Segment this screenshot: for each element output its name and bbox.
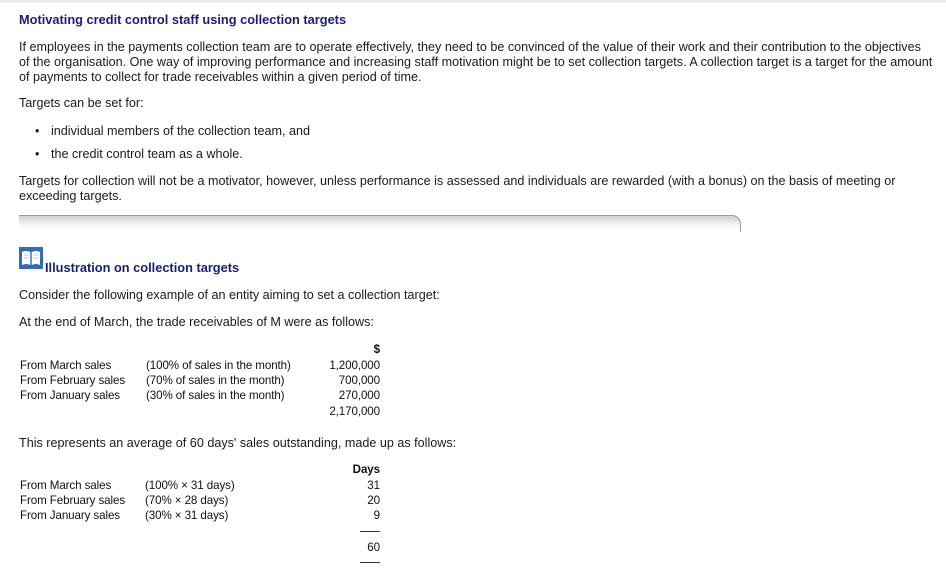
currency-header: $ (373, 343, 380, 356)
table-row-label: From February sales (20, 374, 126, 387)
table-row-label: From March sales (20, 359, 112, 372)
days-intro: This represents an average of 60 days' sales outstanding, made up as follows: (19, 436, 457, 450)
bullet-text: the credit control team as a whole. (51, 147, 243, 161)
section-title: Motivating credit control staff using collection targets (19, 12, 347, 27)
bullet-text: individual members of the collection team, and (51, 124, 311, 138)
table-row-label: From January sales (20, 389, 121, 402)
total-rule (360, 562, 380, 563)
top-border (0, 0, 946, 3)
table-row-value: 31 (367, 479, 380, 492)
table-row-note: (70% of sales in the month) (146, 374, 285, 387)
table-row-note: (30% × 31 days) (145, 509, 229, 522)
table-row-note: (30% of sales in the month) (146, 389, 285, 402)
closing-paragraph: Targets for collection will not be a motivator, however, unless performance is assessed and individuals are rewarded (with a bonus) on the basis of meeting or exceeding targets. (19, 174, 896, 203)
bullet-item (36, 147, 243, 162)
table-row-note: (70% × 28 days) (145, 494, 229, 507)
table-row-value: 9 (373, 509, 380, 522)
receivables-intro: At the end of March, the trade receivables of M were as follows: (19, 315, 374, 329)
open-book-icon (19, 247, 43, 269)
table-row-value: 700,000 (338, 374, 380, 387)
table-row-value: 20 (367, 494, 380, 507)
illustration-lead: Consider the following example of an entity aiming to set a collection target: (19, 288, 440, 302)
table-row-label: From January sales (20, 509, 121, 522)
table-row-value: 270,000 (338, 389, 380, 402)
table-row-value: 1,200,000 (329, 359, 380, 372)
table-row-note: (100% of sales in the month) (146, 359, 291, 372)
illustration-title: Illustration on collection targets (45, 260, 240, 275)
targets-lead-text: Targets can be set for: (19, 96, 144, 110)
receivables-total: 2,170,000 (329, 405, 380, 418)
days-total: 60 (367, 541, 380, 554)
table-row-label: From March sales (20, 479, 112, 492)
bullet-item (36, 124, 310, 139)
section-divider (19, 215, 741, 232)
table-row-note: (100% × 31 days) (145, 479, 235, 492)
intro-paragraph: If employees in the payments collection team are to operate effectively, they need to be convinced of the value of their work and their contribution to the objectives of the organisation. One way of improving performance and increasing staff motivation might be to set collection targets. A collection target is a target for the amount of payments to collect for trade receivables within a given period of time. (19, 40, 933, 84)
subtotal-rule (360, 531, 380, 532)
days-header: Days (352, 463, 380, 476)
table-row-label: From February sales (20, 494, 126, 507)
